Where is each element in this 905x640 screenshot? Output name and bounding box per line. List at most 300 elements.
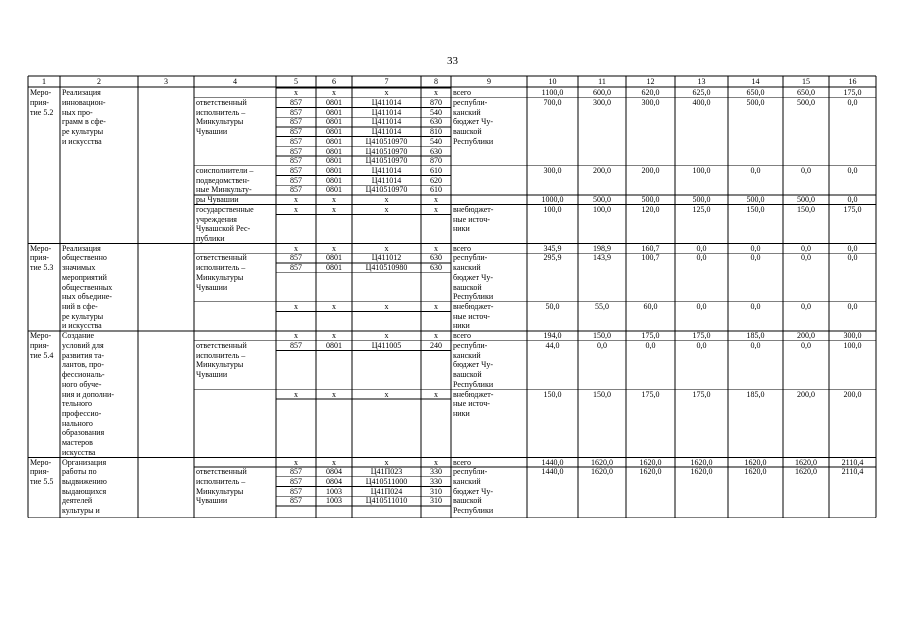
funding-source: всего [453,331,472,341]
section-code: х [332,331,336,341]
year-value-11: 300,0 [593,97,611,107]
year-value-14: 650,0 [746,88,765,98]
year-value-14: 0,0 [750,340,761,350]
column-header-12: 12 [646,77,655,86]
section-code: 0801 [326,146,342,156]
section-code: х [332,302,336,312]
section-code: 0801 [326,127,342,137]
expense-type-code: х [434,331,438,341]
section-code: 0801 [326,97,342,107]
year-value-10: 150,0 [543,389,562,399]
section-code: 0801 [326,117,342,127]
measure-label: Меро- [30,88,52,98]
measure-name: искусства [62,447,96,457]
funding-source: канский [453,263,481,273]
funding-source: вашской [453,127,482,137]
measure-label: прия- [30,97,49,107]
section-code: 0801 [326,156,342,166]
funding-source: всего [453,457,472,467]
expense-type-code: 540 [430,136,442,146]
executor-text: Минкультуры [196,272,244,282]
year-value-13: 400,0 [692,97,711,107]
measure-name: ре культуры [62,311,104,321]
column-header-3: 3 [164,77,168,86]
funding-source: вашской [453,496,482,506]
grbs-code: 857 [290,156,302,166]
measure-label: тие 5.4 [30,350,54,360]
measure-name: тельного [62,399,93,409]
funding-source: ные источ- [453,311,490,321]
year-value-14: 1620,0 [744,467,767,477]
year-value-12: 500,0 [641,195,660,205]
year-value-15: 150,0 [797,204,815,214]
executor-text: учреждения [196,214,237,224]
section-code: х [332,204,336,214]
section-code: 0801 [326,340,342,350]
year-value-13: 175,0 [692,389,711,399]
year-value-13: 500,0 [692,195,711,205]
funding-source: Республики [453,292,494,302]
target-article-code: Ц411014 [371,117,402,127]
year-value-12: 120,0 [641,204,660,214]
year-value-13: 625,0 [692,88,711,98]
measure-name: мероприятий [62,272,107,282]
measure-label: прия- [30,340,49,350]
section-code: 0801 [326,185,342,195]
year-value-16: 0,0 [847,253,858,263]
funding-source: бюджет Чу- [453,117,494,127]
measure-name: значимых [62,263,96,273]
year-value-14: 0,0 [750,243,761,253]
year-value-16: 175,0 [843,88,862,98]
measure-name: образования [62,428,105,438]
expense-type-code: 330 [430,467,442,477]
expense-type-code: 630 [430,263,442,273]
target-article-code: х [384,302,389,312]
year-value-12: 160,7 [641,243,660,253]
executor-text: Минкультуры [196,117,244,127]
year-value-11: 600,0 [593,88,611,98]
measure-name: ния и дополни- [62,389,114,399]
year-value-12: 1620,0 [639,467,662,477]
executor-text: подведомствен- [196,175,250,185]
year-value-13: 0,0 [696,253,707,263]
measure-name: Организация [62,457,107,467]
year-value-12: 300,0 [641,97,660,107]
executor-text: Чувашии [196,282,228,292]
year-value-12: 620,0 [641,88,660,98]
year-value-10: 194,0 [543,331,562,341]
year-value-12: 0,0 [645,340,656,350]
funding-source: внебюджет- [453,302,494,312]
section-code: х [332,389,336,399]
year-value-16: 2110,4 [841,457,864,467]
year-value-13: 0,0 [696,340,707,350]
page-number: 33 [447,55,458,67]
measure-name: ных объедине- [62,292,112,302]
year-value-13: 100,0 [692,165,711,175]
target-article-code: Ц41П023 [370,467,403,477]
funding-source: ные источ- [453,214,490,224]
column-header-14: 14 [751,77,760,86]
column-header-4: 4 [233,77,237,86]
target-article-code: Ц410511010 [365,496,408,506]
target-article-code: х [384,331,389,341]
target-article-code: Ц410510970 [365,146,408,156]
year-value-11: 150,0 [593,331,611,341]
target-article-code: х [384,195,389,205]
year-value-10: 50,0 [545,302,560,312]
funding-source: ники [453,408,470,418]
measure-name: развития та- [62,350,105,360]
target-article-code: х [384,389,389,399]
expense-type-code: 330 [430,477,442,486]
expense-type-code: х [434,457,438,467]
year-value-15: 200,0 [797,331,815,341]
measure-label: тие 5.2 [30,107,54,117]
grbs-code: 857 [290,486,302,496]
year-value-15: 500,0 [797,195,815,205]
year-value-11: 143,9 [593,253,611,263]
executor-text: Минкультуры [196,360,244,370]
expense-type-code: 540 [430,107,442,117]
section-code: 0801 [326,107,342,117]
executor-text: Чувашии [196,496,228,506]
target-article-code: х [384,457,389,467]
expense-type-code: 870 [430,97,442,107]
measure-label: тие 5.5 [30,477,54,486]
year-value-12: 175,0 [641,331,660,341]
year-value-14: 500,0 [746,195,765,205]
column-header-9: 9 [487,77,491,86]
year-value-11: 150,0 [593,389,611,399]
measure-name: культуры и [62,506,100,516]
year-value-11: 200,0 [593,165,611,175]
year-value-14: 185,0 [746,389,765,399]
year-value-15: 0,0 [801,340,811,350]
expense-type-code: 630 [430,117,442,127]
grbs-code: х [294,88,298,98]
measure-label: прия- [30,467,49,477]
year-value-15: 0,0 [801,243,811,253]
year-value-11: 100,0 [593,204,611,214]
grbs-code: х [294,302,298,312]
target-article-code: Ц411014 [371,165,402,175]
year-value-11: 1620,0 [591,457,613,467]
expense-type-code: 870 [430,156,442,166]
year-value-13: 1620,0 [690,457,713,467]
executor-text: исполнитель – [196,350,246,360]
grbs-code: х [294,331,298,341]
grbs-code: 857 [290,496,302,506]
year-value-12: 60,0 [643,302,658,312]
grbs-code: х [294,204,298,214]
year-value-14: 0,0 [750,253,761,263]
year-value-14: 1620,0 [744,457,767,467]
measure-name: и искусства [62,321,102,331]
executor-text: Минкультуры [196,486,244,496]
grbs-code: 857 [290,175,302,185]
measure-name: профессио- [62,408,102,418]
year-value-15: 1620,0 [795,467,817,477]
expense-type-code: х [434,88,438,98]
year-value-13: 125,0 [692,204,711,214]
executor-text: Чувашской Рес- [196,224,251,234]
measure-name: ного обуче- [62,379,102,389]
section-code: 1003 [326,486,342,496]
target-article-code: Ц410510970 [365,136,408,146]
expense-type-code: х [434,243,438,253]
section-code: х [332,457,336,467]
funding-source: канский [453,477,481,486]
measure-label: Меро- [30,457,52,467]
executor-text: государственные [196,204,254,214]
section-code: 0804 [326,477,342,486]
year-value-10: 300,0 [543,165,562,175]
column-header-1: 1 [42,77,46,86]
year-value-10: 1440,0 [541,457,564,467]
year-value-12: 175,0 [641,389,660,399]
year-value-16: 200,0 [843,389,862,399]
expense-type-code: 610 [430,165,442,175]
measure-label: тие 5.3 [30,263,54,273]
year-value-16: 0,0 [847,243,858,253]
expense-type-code: х [434,302,438,312]
measure-name: нального [62,418,93,428]
year-value-15: 200,0 [797,389,815,399]
section-code: 1003 [326,496,342,506]
measure-label: Меро- [30,331,52,341]
year-value-16: 0,0 [847,195,858,205]
grbs-code: х [294,389,298,399]
section-code: 0801 [326,263,342,273]
year-value-11: 198,9 [593,243,611,253]
expense-type-code: 630 [430,253,442,263]
year-value-10: 44,0 [545,340,560,350]
expense-type-code: 610 [430,185,442,195]
funding-source: вашской [453,282,482,292]
column-header-11: 11 [598,77,606,86]
measure-name: общественных [62,282,113,292]
year-value-10: 345,9 [543,243,562,253]
executor-text: ответственный [196,253,247,263]
funding-source: республи- [453,340,488,350]
year-value-15: 0,0 [801,165,811,175]
grbs-code: 857 [290,136,302,146]
year-value-16: 2110,4 [841,467,864,477]
funding-source: республи- [453,467,488,477]
section-code: 0801 [326,253,342,263]
target-article-code: Ц411014 [371,107,402,117]
target-article-code: Ц410510980 [365,263,408,273]
year-value-15: 0,0 [801,302,811,312]
target-article-code: Ц410510970 [365,185,408,195]
expense-type-code: х [434,389,438,399]
target-article-code: Ц411014 [371,175,402,185]
year-value-16: 0,0 [847,165,858,175]
target-article-code: х [384,243,389,253]
target-article-code: Ц410511000 [365,477,408,486]
executor-text: Чувашии [196,370,228,380]
executor-text: ры Чувашии [196,195,239,205]
funding-source: Республики [453,379,494,389]
year-value-12: 1620,0 [639,457,662,467]
column-header-8: 8 [434,77,438,86]
year-value-10: 100,0 [543,204,562,214]
expense-type-code: 240 [430,340,442,350]
executor-text: ответственный [196,340,247,350]
grbs-code: 857 [290,165,302,175]
measure-name: работы по [62,467,97,477]
grbs-code: 857 [290,467,302,477]
year-value-10: 295,9 [543,253,562,263]
year-value-16: 300,0 [843,331,862,341]
grbs-code: 857 [290,185,302,195]
grbs-code: 857 [290,340,302,350]
funding-source: вашской [453,370,482,380]
measure-name: лантов, про- [62,360,104,370]
column-header-7: 7 [384,77,389,86]
column-header-5: 5 [294,77,298,86]
grbs-code: х [294,243,298,253]
measure-name: выдвижению [62,477,107,486]
target-article-code: х [384,204,389,214]
target-article-code: Ц41П024 [370,486,403,496]
funding-source: бюджет Чу- [453,272,494,282]
section-code: 0804 [326,467,342,477]
year-value-14: 185,0 [746,331,765,341]
year-value-10: 700,0 [543,97,562,107]
grbs-code: 857 [290,97,302,107]
grbs-code: х [294,457,298,467]
funding-source: бюджет Чу- [453,486,494,496]
funding-source: республи- [453,253,488,263]
grbs-code: 857 [290,107,302,117]
target-article-code: х [384,88,389,98]
expense-type-code: 620 [430,175,442,185]
funding-source: внебюджет- [453,389,494,399]
section-code: 0801 [326,136,342,146]
year-value-10: 1440,0 [541,467,564,477]
funding-source: ники [453,321,470,331]
expense-type-code: х [434,204,438,214]
grbs-code: 857 [290,477,302,486]
grbs-code: х [294,195,298,205]
year-value-16: 175,0 [843,204,862,214]
grbs-code: 857 [290,117,302,127]
funding-source: канский [453,350,481,360]
measure-name: Реализация [62,88,101,98]
column-header-6: 6 [332,77,336,86]
executor-text: ответственный [196,467,247,477]
expense-type-code: 310 [430,496,442,506]
section-code: х [332,195,336,205]
executor-text: исполнитель – [196,477,246,486]
grbs-code: 857 [290,263,302,273]
column-header-2: 2 [97,77,101,86]
year-value-10: 1000,0 [541,195,564,205]
target-article-code: Ц410510970 [365,156,408,166]
year-value-16: 0,0 [847,302,858,312]
year-value-14: 0,0 [750,302,761,312]
expense-type-code: х [434,195,438,205]
measure-name: мастеров [62,438,93,448]
year-value-14: 150,0 [746,204,765,214]
executor-text: исполнитель – [196,263,246,273]
executor-text: исполнитель – [196,107,246,117]
column-header-15: 15 [802,77,810,86]
year-value-13: 1620,0 [690,467,713,477]
measure-name: ний в сфе- [62,302,98,312]
column-header-10: 10 [548,77,557,86]
expense-type-code: 810 [430,127,442,137]
funding-source: всего [453,88,472,98]
expense-type-code: 630 [430,146,442,156]
funding-source: бюджет Чу- [453,360,494,370]
measure-name: ных про- [62,107,93,117]
measure-name: грамм в сфе- [62,117,106,127]
year-value-10: 1100,0 [541,88,564,98]
funding-source: Республики [453,506,494,516]
year-value-16: 100,0 [843,340,862,350]
target-article-code: Ц411005 [371,340,402,350]
year-value-14: 500,0 [746,97,765,107]
executor-text: ответственный [196,97,247,107]
funding-source: Республики [453,136,494,146]
column-header-13: 13 [697,77,706,86]
year-value-15: 650,0 [797,88,815,98]
grbs-code: 857 [290,127,302,137]
measure-name: Реализация [62,243,101,253]
expense-type-code: 310 [430,486,442,496]
measure-name: деятелей [62,496,93,506]
measure-name: фессиональ- [62,370,105,380]
measure-name: и искусства [62,136,102,146]
year-value-16: 0,0 [847,97,858,107]
measure-label: Меро- [30,243,52,253]
year-value-12: 100,7 [641,253,660,263]
section-code: 0801 [326,165,342,175]
executor-text: Чувашии [196,127,228,137]
funding-source: внебюджет- [453,204,494,214]
measure-name: общественно [62,253,107,263]
column-header-16: 16 [848,77,857,86]
funding-source: республи- [453,97,488,107]
year-value-11: 0,0 [597,340,607,350]
funding-source: всего [453,243,472,253]
measure-name: инновацион- [62,97,106,107]
executor-text: ные Минкульту- [196,185,252,195]
measure-name: выдающихся [62,486,107,496]
year-value-12: 200,0 [641,165,660,175]
section-code: 0801 [326,175,342,185]
year-value-15: 0,0 [801,253,811,263]
section-code: х [332,88,336,98]
target-article-code: Ц411012 [371,253,402,263]
executor-text: публики [196,234,225,243]
year-value-15: 500,0 [797,97,815,107]
funding-source: ники [453,224,470,234]
year-value-15: 1620,0 [795,457,817,467]
measure-label: прия- [30,253,49,263]
funding-source: канский [453,107,481,117]
year-value-14: 0,0 [750,165,761,175]
measure-name: ре культуры [62,127,104,137]
funding-source: ные источ- [453,399,490,409]
year-value-13: 0,0 [696,302,707,312]
year-value-11: 55,0 [595,302,609,312]
target-article-code: Ц411014 [371,127,402,137]
